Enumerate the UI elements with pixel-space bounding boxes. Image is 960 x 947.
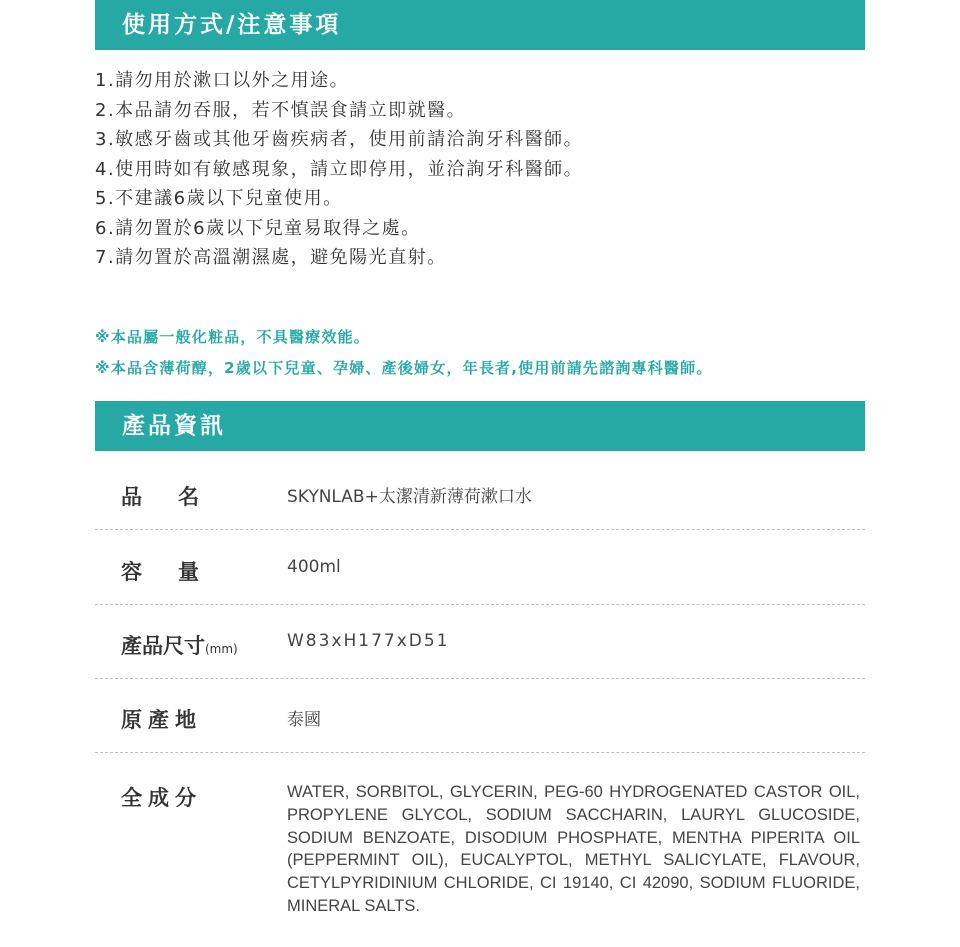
dimensions-label xyxy=(121,630,238,660)
cosmetic-warning: ※本品屬一般化粧品，不具醫療效能。 xyxy=(95,328,370,346)
origin-label: 原產地 xyxy=(121,708,202,732)
row-divider xyxy=(95,529,865,530)
origin-value: 泰國 xyxy=(287,710,321,730)
usage-note: 6.請勿置於6歲以下兒童易取得之處。 xyxy=(95,217,421,239)
usage-note: 2.本品請勿吞服，若不慎誤食請立即就醫。 xyxy=(95,99,467,121)
row-divider xyxy=(95,752,865,753)
dimensions-value: W83xH177xD51 xyxy=(287,631,450,651)
product-info-title: 產品資訊 xyxy=(122,413,226,439)
usage-note: 4.使用時如有敏感現象，請立即停用，並洽詢牙科醫師。 xyxy=(95,158,584,180)
product-name-value: SKYNLAB+太潔清新薄荷漱口水 xyxy=(287,487,532,507)
usage-section-header xyxy=(95,0,865,50)
product-name-label: 品名 xyxy=(121,485,235,509)
capacity-label: 容量 xyxy=(121,560,235,584)
usage-note: 1.請勿用於漱口以外之用途。 xyxy=(95,70,350,91)
usage-notes-list xyxy=(95,66,865,273)
row-divider xyxy=(95,678,865,679)
usage-note: 7.請勿置於高溫潮濕處，避免陽光直射。 xyxy=(95,247,447,268)
ingredients-value: WATER, SORBITOL, GLYCERIN, PEG-60 HYDROGENATED CASTOR OIL, PROPYLENE GLYCOL, SODIUM SACCHARIN, LAURYL GLUCOSIDE, SODIUM BENZOATE, DISODIUM PHOSPHATE, MENTHA PIPERITA OIL (PEPPERMINT OIL), EUCALYPTOL, METHYL SALICYLATE, FLAVOUR, CETYLPYRIDINIUM CHLORIDE, CI 19140, CI 42090, SODIUM FLUORIDE, MINERAL SALTS. xyxy=(287,783,860,915)
menthol-warning: ※本品含薄荷醇，2歲以下兒童、孕婦、產後婦女，年長者,使用前請先諮詢專科醫師。 xyxy=(95,359,713,377)
ingredients-label: 全成分 xyxy=(121,786,202,810)
usage-note: 3.敏感牙齒或其他牙齒疾病者，使用前請洽詢牙科醫師。 xyxy=(95,129,584,150)
usage-section-title: 使用方式/注意事項 xyxy=(122,12,342,38)
row-divider xyxy=(95,604,865,605)
dimensions-label-text: 產品尺寸 xyxy=(121,634,205,658)
dimensions-unit: (mm) xyxy=(205,642,238,656)
product-info-header xyxy=(95,401,865,451)
usage-note: 5.不建議6歲以下兒童使用。 xyxy=(95,188,343,209)
capacity-value: 400ml xyxy=(287,557,341,577)
